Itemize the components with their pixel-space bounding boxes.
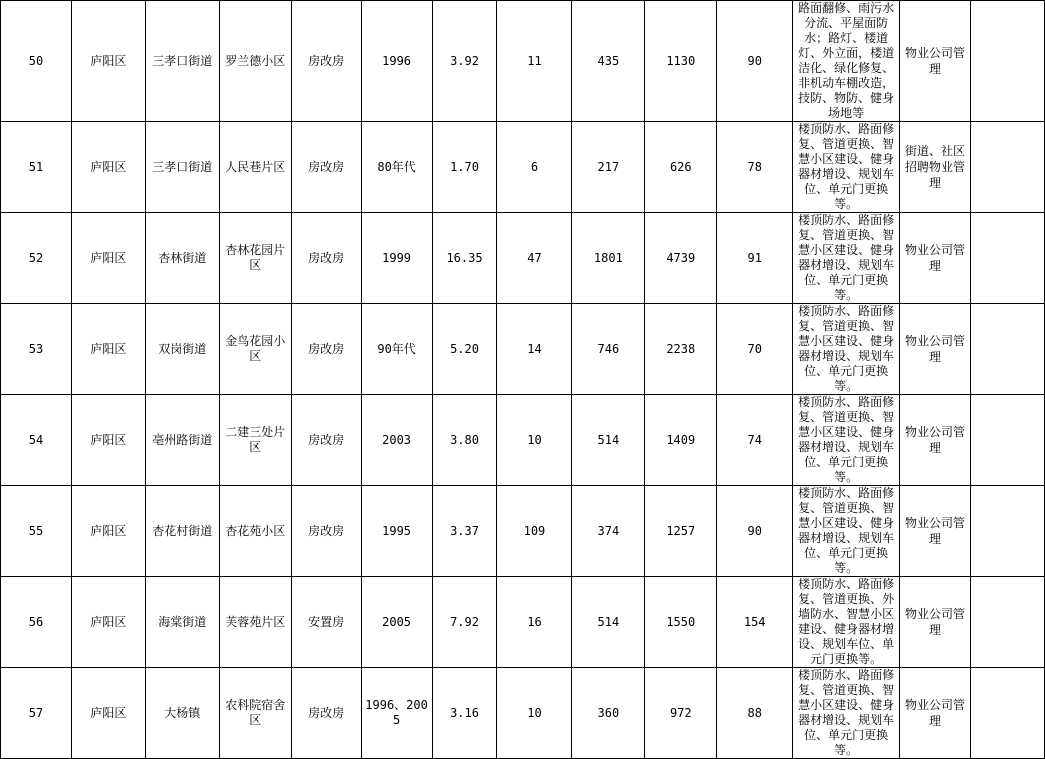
housing-type-cell: 房改房 [291, 213, 361, 304]
district-cell: 庐阳区 [71, 395, 145, 486]
resident-count-cell: 4739 [645, 213, 717, 304]
table-row [1, 395, 1045, 486]
note-cell [971, 122, 1045, 213]
resident-count-cell: 626 [645, 122, 717, 213]
note-cell [971, 395, 1045, 486]
renovation-content-cell: 楼顶防水、路面修复、管道更换、智慧小区建设、健身器材增设、规划车位、单元门更换等。 [793, 395, 900, 486]
building-area-cell: 16.35 [432, 213, 497, 304]
building-area-cell: 3.80 [432, 395, 497, 486]
building-area-cell: 3.92 [432, 1, 497, 122]
investment-cell: 88 [717, 668, 793, 759]
building-count-cell: 10 [497, 668, 572, 759]
management-cell: 物业公司管理 [900, 1, 971, 122]
building-count-cell: 11 [497, 1, 572, 122]
housing-type-cell: 房改房 [291, 395, 361, 486]
investment-cell: 90 [717, 1, 793, 122]
renovation-content-cell: 路面翻修、雨污水分流、平屋面防水；路灯、楼道灯、外立面，楼道洁化、绿化修复、非机动车棚改造，技防、物防、健身场地等 [793, 1, 900, 122]
household-count-cell: 435 [572, 1, 645, 122]
community-cell: 杏花苑小区 [219, 486, 291, 577]
building-area-cell: 7.92 [432, 577, 497, 668]
table-row [1, 577, 1045, 668]
note-cell [971, 486, 1045, 577]
investment-cell: 90 [717, 486, 793, 577]
community-cell: 金鸟花园小区 [219, 304, 291, 395]
management-cell: 物业公司管理 [900, 213, 971, 304]
district-cell: 庐阳区 [71, 577, 145, 668]
table-row [1, 213, 1045, 304]
investment-cell: 154 [717, 577, 793, 668]
note-cell [971, 213, 1045, 304]
housing-type-cell: 房改房 [291, 486, 361, 577]
community-cell: 杏林花园片区 [219, 213, 291, 304]
household-count-cell: 746 [572, 304, 645, 395]
district-cell: 庐阳区 [71, 486, 145, 577]
investment-cell: 74 [717, 395, 793, 486]
resident-count-cell: 972 [645, 668, 717, 759]
management-cell: 物业公司管理 [900, 395, 971, 486]
row-number-cell: 57 [1, 668, 72, 759]
row-number-cell: 55 [1, 486, 72, 577]
building-area-cell: 1.70 [432, 122, 497, 213]
community-cell: 人民巷片区 [219, 122, 291, 213]
row-number-cell: 54 [1, 395, 72, 486]
building-area-cell: 5.20 [432, 304, 497, 395]
build-year-cell: 1996、2005 [361, 668, 432, 759]
building-count-cell: 6 [497, 122, 572, 213]
district-cell: 庐阳区 [71, 1, 145, 122]
building-count-cell: 109 [497, 486, 572, 577]
district-cell: 庐阳区 [71, 304, 145, 395]
renovation-content-cell: 楼顶防水、路面修复、管道更换、智慧小区建设、健身器材增设、规划车位、单元门更换等。 [793, 486, 900, 577]
district-cell: 庐阳区 [71, 668, 145, 759]
row-number-cell: 51 [1, 122, 72, 213]
building-count-cell: 14 [497, 304, 572, 395]
management-cell: 物业公司管理 [900, 668, 971, 759]
note-cell [971, 304, 1045, 395]
row-number-cell: 52 [1, 213, 72, 304]
street-cell: 三孝口街道 [145, 1, 219, 122]
management-cell: 物业公司管理 [900, 304, 971, 395]
community-cell: 芙蓉苑片区 [219, 577, 291, 668]
street-cell: 双岗街道 [145, 304, 219, 395]
resident-count-cell: 1257 [645, 486, 717, 577]
build-year-cell: 2003 [361, 395, 432, 486]
row-number-cell: 53 [1, 304, 72, 395]
street-cell: 三孝口街道 [145, 122, 219, 213]
table-row [1, 122, 1045, 213]
street-cell: 杏林街道 [145, 213, 219, 304]
resident-count-cell: 1130 [645, 1, 717, 122]
street-cell: 海棠街道 [145, 577, 219, 668]
build-year-cell: 1996 [361, 1, 432, 122]
renovation-content-cell: 楼顶防水、路面修复、管道更换、智慧小区建设、健身器材增设、规划车位、单元门更换等。 [793, 122, 900, 213]
renovation-content-cell: 楼顶防水、路面修复、管道更换、外墙防水、智慧小区建设、健身器材增设、规划车位、单元门更换等。 [793, 577, 900, 668]
street-cell: 大杨镇 [145, 668, 219, 759]
community-cell: 二建三处片区 [219, 395, 291, 486]
household-count-cell: 514 [572, 395, 645, 486]
table-row [1, 486, 1045, 577]
building-area-cell: 3.16 [432, 668, 497, 759]
build-year-cell: 1999 [361, 213, 432, 304]
build-year-cell: 90年代 [361, 304, 432, 395]
building-count-cell: 10 [497, 395, 572, 486]
street-cell: 亳州路街道 [145, 395, 219, 486]
housing-type-cell: 房改房 [291, 1, 361, 122]
table-row [1, 668, 1045, 759]
note-cell [971, 668, 1045, 759]
renovation-content-cell: 楼顶防水、路面修复、管道更换、智慧小区建设、健身器材增设、规划车位、单元门更换等。 [793, 213, 900, 304]
street-cell: 杏花村街道 [145, 486, 219, 577]
household-count-cell: 1801 [572, 213, 645, 304]
community-cell: 罗兰德小区 [219, 1, 291, 122]
household-count-cell: 514 [572, 577, 645, 668]
housing-type-cell: 安置房 [291, 577, 361, 668]
table-row [1, 1, 1045, 122]
building-count-cell: 16 [497, 577, 572, 668]
household-count-cell: 217 [572, 122, 645, 213]
investment-cell: 78 [717, 122, 793, 213]
housing-type-cell: 房改房 [291, 304, 361, 395]
management-cell: 街道、社区招聘物业管理 [900, 122, 971, 213]
management-cell: 物业公司管理 [900, 577, 971, 668]
building-count-cell: 47 [497, 213, 572, 304]
renovation-content-cell: 楼顶防水、路面修复、管道更换、智慧小区建设、健身器材增设、规划车位、单元门更换等。 [793, 668, 900, 759]
note-cell [971, 1, 1045, 122]
housing-type-cell: 房改房 [291, 668, 361, 759]
household-count-cell: 360 [572, 668, 645, 759]
resident-count-cell: 1550 [645, 577, 717, 668]
community-cell: 农科院宿舍区 [219, 668, 291, 759]
build-year-cell: 2005 [361, 577, 432, 668]
note-cell [971, 577, 1045, 668]
investment-cell: 91 [717, 213, 793, 304]
row-number-cell: 56 [1, 577, 72, 668]
management-cell: 物业公司管理 [900, 486, 971, 577]
household-count-cell: 374 [572, 486, 645, 577]
district-cell: 庐阳区 [71, 122, 145, 213]
build-year-cell: 80年代 [361, 122, 432, 213]
investment-cell: 70 [717, 304, 793, 395]
housing-type-cell: 房改房 [291, 122, 361, 213]
table-row [1, 304, 1045, 395]
building-area-cell: 3.37 [432, 486, 497, 577]
renovation-content-cell: 楼顶防水、路面修复、管道更换、智慧小区建设、健身器材增设、规划车位、单元门更换等。 [793, 304, 900, 395]
resident-count-cell: 2238 [645, 304, 717, 395]
district-cell: 庐阳区 [71, 213, 145, 304]
resident-count-cell: 1409 [645, 395, 717, 486]
build-year-cell: 1995 [361, 486, 432, 577]
row-number-cell: 50 [1, 1, 72, 122]
